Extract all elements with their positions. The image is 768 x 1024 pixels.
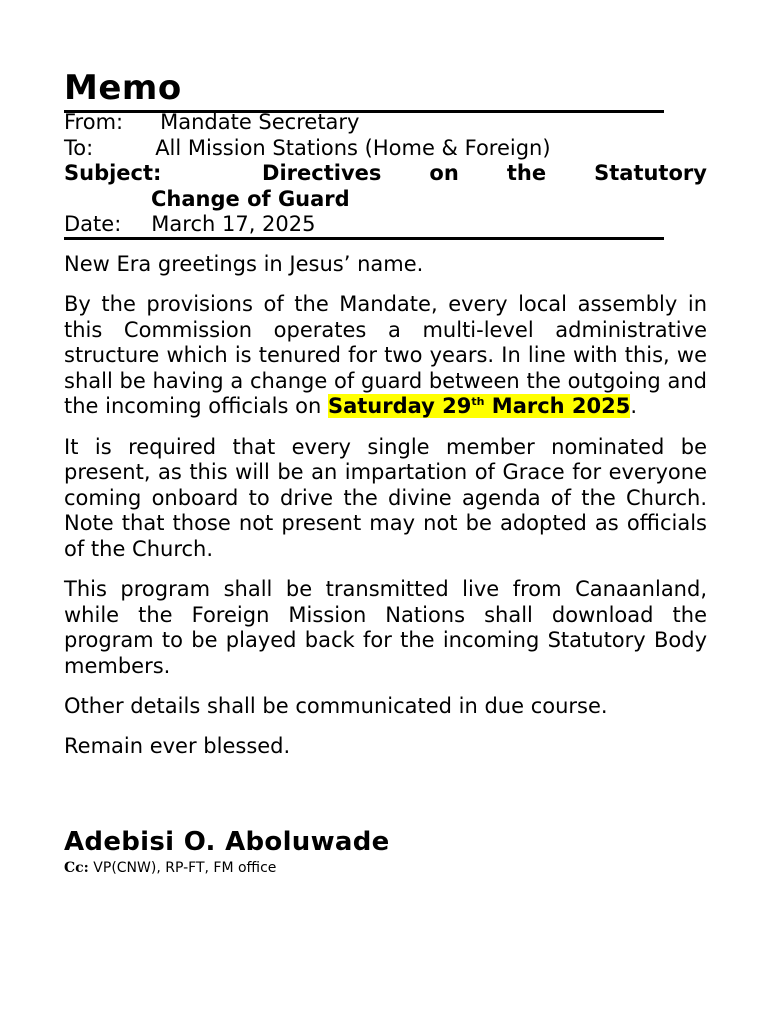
subject-word: on (429, 161, 459, 185)
to-value: All Mission Stations (Home & Foreign) (155, 136, 551, 160)
date-label: Date: (64, 212, 122, 236)
subject-word: Statutory (594, 161, 707, 185)
date-line (64, 212, 707, 237)
to-line (64, 136, 707, 161)
paragraph-1-end: . (630, 394, 638, 419)
cc-value: VP(CNW), RP-FT, FM office (88, 860, 277, 876)
cc-label: Cc: (64, 860, 89, 876)
signatory-name: Adebisi O. Aboluwade (64, 827, 390, 857)
ordinal-suffix: th (471, 395, 485, 409)
paragraph-1 (64, 292, 707, 420)
subject-line-2: Change of Guard (151, 187, 350, 211)
paragraph-3: This program shall be transmitted live from Canaanland, while the Foreign Mission Nations shall download the program to be played back for the incoming Statutory Body members. (64, 577, 707, 678)
paragraph-4: Other details shall be communicated in due course. (64, 693, 608, 718)
highlighted-date-day: Saturday 29 (327, 394, 472, 419)
subject-label: Subject: (64, 161, 162, 185)
date-value: March 17, 2025 (151, 212, 316, 236)
from-value: Mandate Secretary (160, 110, 360, 134)
from-line (64, 110, 707, 135)
memo-title: Memo (64, 68, 182, 108)
subject-line (64, 161, 707, 186)
to-label: To: (64, 136, 94, 160)
paragraph-1-text: By the provisions of the Mandate, every local assembly in this Commission operates a multi-level administrative structure which is tenured for two years. In line with this, we shall be having a change of guard between the outgoing and the incoming officials on (64, 292, 707, 419)
from-label: From: (64, 110, 124, 134)
cc-line (64, 859, 276, 877)
header-bottom-rule (64, 237, 664, 240)
paragraph-2: It is required that every single member nominated be present, as this will be an impartation of Grace for everyone coming onboard to drive the divine agenda of the Church. Note that those not present may not be adopted as officials of the Church. (64, 434, 707, 561)
memo-body (64, 252, 707, 774)
highlighted-date (328, 394, 630, 418)
closing: Remain ever blessed. (64, 734, 291, 758)
subject-word: Directives (262, 161, 382, 185)
greeting: New Era greetings in Jesus’ name. (64, 252, 424, 276)
highlighted-date-month: March 2025 (484, 394, 631, 419)
subject-word: the (506, 161, 547, 185)
